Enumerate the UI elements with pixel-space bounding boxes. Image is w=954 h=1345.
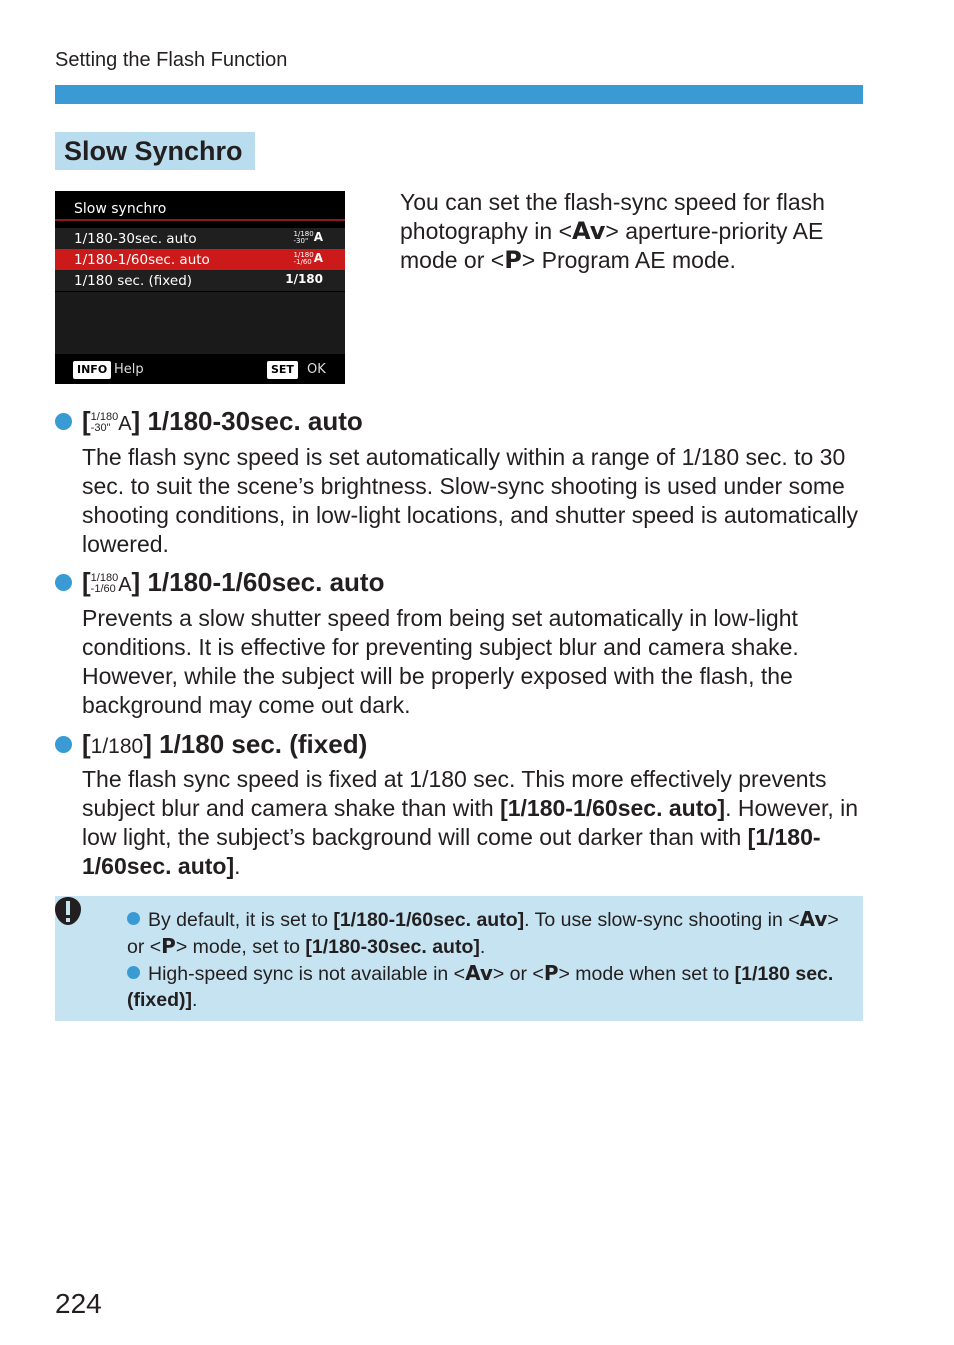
item-body-fixed: The flash sync speed is fixed at 1/180 sec. This more effectively prevents subject blur and camera shake than with [1/180-1/60sec. auto]. However, in low light, the subject’s background will come out darker than with [1/180-1/60sec. auto]. [82,766,859,879]
fixed-sync-icon: 1/180 [90,735,144,758]
p-mode-icon: P [543,961,559,985]
menu-footer [55,354,345,384]
caution-note [55,896,863,1021]
slow-sync-60-icon: 1/180 -1/60 [90,572,119,596]
item-heading-fixed: [1/180] 1/180 sec. (fixed) [55,729,367,760]
slow-sync-30-icon: 1/180 -30" A [293,229,323,245]
menu-row-empty [55,313,345,334]
note-item: By default, it is set to [1/180-1/60sec. auto]. To use slow-sync shooting in <Av> or <P> mode, set to [1/180-30sec. auto]. [127,907,839,958]
section-title: Slow Synchro [55,132,255,170]
p-mode-icon: P [504,246,522,274]
av-mode-icon: Av [465,961,493,985]
caution-note-text [127,906,857,1013]
av-mode-icon: Av [799,907,828,931]
menu-row-empty [55,334,345,355]
slow-sync-30-icon: 1/180 -30" [90,411,119,435]
item-body-60sec: Prevents a slow shutter speed from being set automatically in low-light conditions. It is effective for preventing subject blur and camera shake. However, while the subject will be properly exposed with the flash, the background may come out dark. [82,605,799,718]
menu-row-label: 1/180-1/60sec. auto [74,252,210,268]
menu-row-label: 1/180-30sec. auto [74,231,197,247]
slow-sync-60-icon: 1/180 -1/60 A [293,250,323,266]
item-heading-30sec: [1/180 -30" A] 1/180-30sec. auto [55,406,363,437]
menu-title-underline [55,219,345,221]
av-mode-icon: Av [572,217,606,245]
p-mode-icon: P [161,934,176,958]
running-head: Setting the Flash Function [55,49,288,71]
item-body-30sec: The flash sync speed is set automatically within a range of 1/180 sec. to 30 sec. to suit the scene’s brightness. Slow-sync shooting is used under some shooting conditions, in low-light locations, and shutter speed is automatically lowered. [82,444,859,557]
menu-row-60sec-auto-selected[interactable] [55,249,345,270]
menu-title: Slow synchro [74,201,167,217]
info-button[interactable]: INFO [73,361,111,379]
intro-paragraph: You can set the flash-sync speed for flash photography in <Av> aperture-priority AE mode or <P> Program AE mode. [400,189,825,274]
bullet-icon [127,912,140,925]
page-number: 224 [55,1288,102,1319]
menu-row-fixed[interactable] [55,270,345,291]
ok-label: OK [307,362,326,377]
set-button[interactable]: SET [267,361,298,379]
note-item: High-speed sync is not available in <Av> or <P> mode when set to [1/180 sec. (fixed)]. [127,961,834,1011]
bullet-icon [55,413,72,430]
menu-row-label: 1/180 sec. (fixed) [74,273,193,289]
header-bar [55,85,863,104]
camera-menu-screen [55,191,345,384]
fixed-sync-icon: 1/180 [285,272,323,286]
help-label: Help [114,362,144,377]
menu-row-30sec-auto[interactable] [55,228,345,249]
caution-icon [55,896,81,926]
menu-row-empty [55,292,345,313]
bullet-icon [127,966,140,979]
item-heading-60sec: [1/180 -1/60 A] 1/180-1/60sec. auto [55,567,384,598]
bullet-icon [55,574,72,591]
bullet-icon [55,736,72,753]
